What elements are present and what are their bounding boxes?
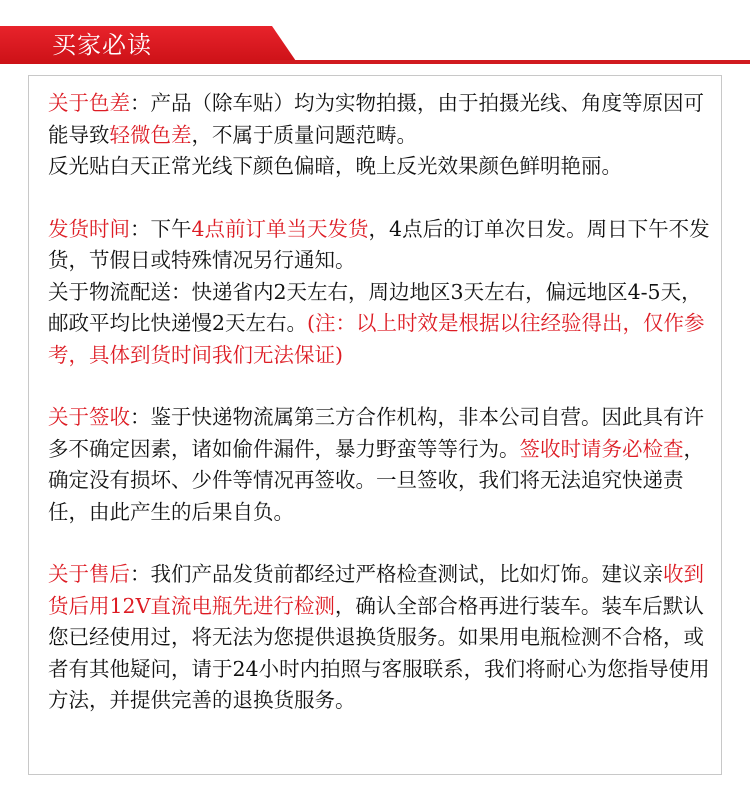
signing-heading: 关于签收 bbox=[48, 405, 130, 429]
aftersale-text-b: ，确认全部合格再进行装车。装车后默认您已经使用过，将无法为您提供退换货服务。如果用电瓶检测不合格，或者有其他疑问，请于24小时内拍照与客服联系，我们将耐心为您指导使用方法，并提供完善的退换货服务。 bbox=[48, 593, 710, 712]
shipping-paragraph-1 bbox=[48, 214, 720, 277]
shipping-text-b: ，4点后的订单次日发。周日下午不发货，节假日或特殊情况另行通知。 bbox=[48, 216, 710, 272]
section-shipping-time bbox=[48, 214, 720, 372]
aftersale-paragraph-1 bbox=[48, 559, 720, 717]
section-color-difference bbox=[48, 88, 720, 183]
shipping-highlight: 4点前订单当天发货 bbox=[191, 216, 369, 241]
section-after-sale bbox=[48, 559, 720, 717]
color-paragraph-1 bbox=[48, 88, 720, 151]
color-paragraph-2: 反光贴白天正常光线下颜色偏暗，晚上反光效果颜色鲜明艳丽。 bbox=[48, 154, 622, 178]
aftersale-text-a: ：我们产品发货前都经过严格检查测试，比如灯饰。建议亲 bbox=[130, 562, 663, 586]
signing-text-b: ，确定没有损坏、少件等情况再签收。一旦签收，我们将无法追究快递责任，由此产生的后果自负。 bbox=[48, 436, 704, 524]
logistics-text: 关于物流配送：快递省内2天左右，周边地区3天左右，偏远地区4-5天，邮政平均比快递慢2天左右。 bbox=[48, 279, 702, 335]
color-text-b: ，不属于质量问题范畴。 bbox=[191, 122, 417, 147]
signing-text-a: ：鉴于快递物流属第三方合作机构，非本公司自营。因此具有许多不确定因素，诸如偷件漏件，暴力野蛮等等行为。 bbox=[48, 405, 704, 461]
signing-paragraph-1 bbox=[48, 402, 720, 528]
notice-content bbox=[48, 88, 720, 748]
banner-underline bbox=[270, 60, 750, 64]
aftersale-heading: 关于售后 bbox=[48, 562, 130, 586]
color-heading: 关于色差 bbox=[48, 91, 130, 115]
banner-title: 买家必读 bbox=[52, 31, 152, 59]
shipping-paragraph-2 bbox=[48, 277, 720, 372]
section-signing bbox=[48, 402, 720, 528]
signing-highlight: 签收时请务必检查 bbox=[519, 436, 684, 461]
shipping-text-a: ：下午 bbox=[130, 216, 192, 241]
logistics-note: (注：以上时效是根据以往经验得出，仅作参考，具体到货时间我们无法保证) bbox=[48, 311, 705, 367]
color-highlight: 轻微色差 bbox=[109, 122, 192, 147]
shipping-heading: 发货时间 bbox=[48, 216, 130, 241]
color-text-a: ：产品（除车贴）均为实物拍摄，由于拍摄光线、角度等原因可能导致 bbox=[48, 91, 704, 147]
section-banner bbox=[0, 26, 750, 64]
aftersale-highlight: 收到货后用12V直流电瓶先进行检测 bbox=[48, 562, 704, 618]
